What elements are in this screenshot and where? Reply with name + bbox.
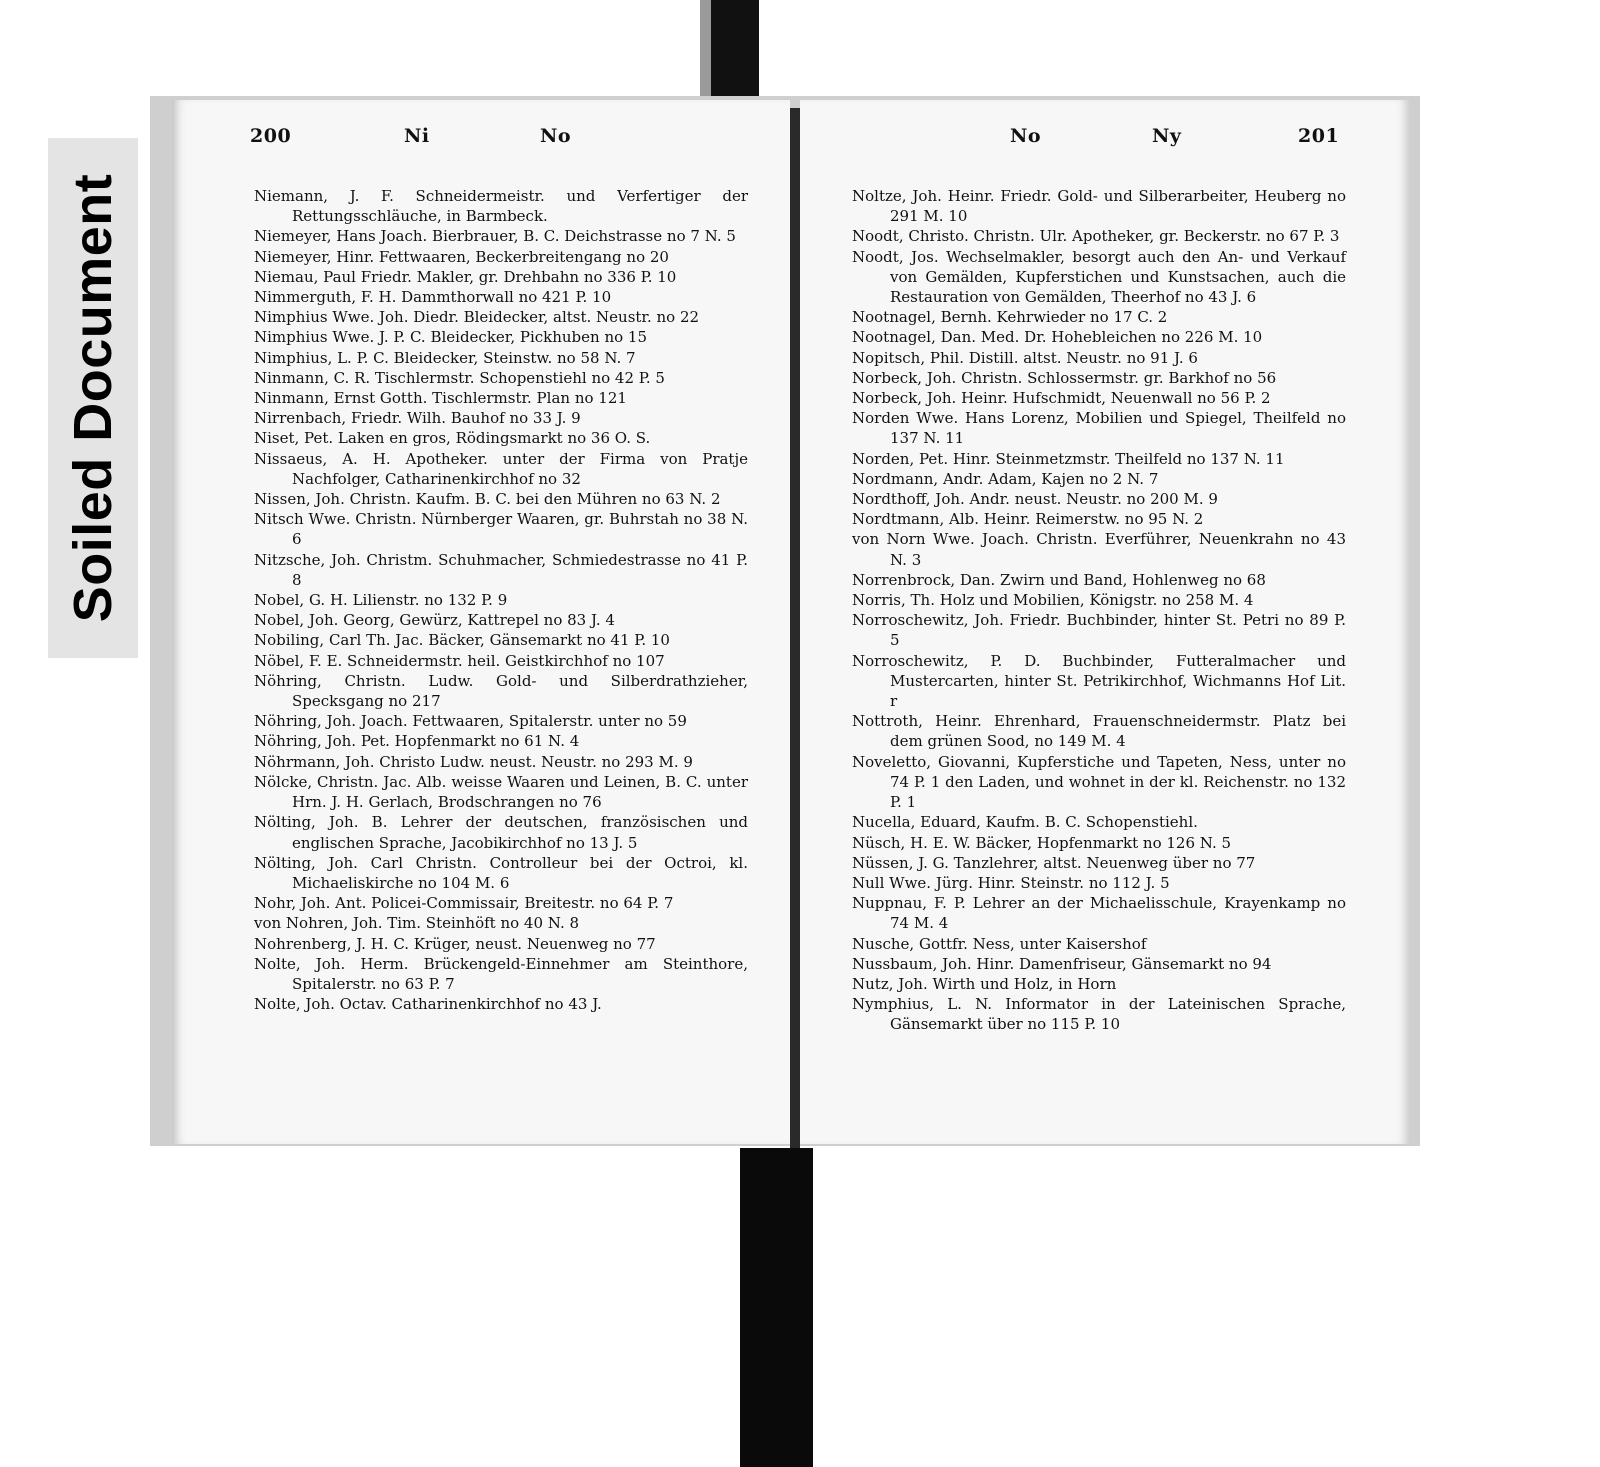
directory-entry: Niemeyer, Hinr. Fettwaaren, Beckerbreitengang no 20 bbox=[254, 247, 669, 266]
directory-entry: Nölting, Joh. B. Lehrer der deutschen, französischen und englischen Sprache, Jacobikirchhof no 13 J. 5 bbox=[254, 813, 748, 852]
directory-entry: von Nohren, Joh. Tim. Steinhöft no 40 N. 8 bbox=[254, 914, 580, 933]
directory-entry: Nutz, Joh. Wirth und Holz, in Horn bbox=[852, 974, 1117, 993]
directory-entry: Norbeck, Joh. Christn. Schlossermstr. gr. Barkhof no 56 bbox=[852, 368, 1277, 387]
directory-entry: Nootnagel, Bernh. Kehrwieder no 17 C. 2 bbox=[852, 308, 1168, 327]
directory-entry: Norrenbrock, Dan. Zwirn und Band, Hohlenweg no 68 bbox=[852, 570, 1266, 589]
directory-entry: Norroschewitz, P. D. Buchbinder, Futteralmacher und Mustercarten, hinter St. Petrikirchhof, Wichmanns Hof Lit. r bbox=[852, 651, 1346, 711]
directory-entry: Nöhring, Joh. Pet. Hopfenmarkt no 61 N. 4 bbox=[254, 732, 580, 751]
directory-entry: Nimmerguth, F. H. Dammthorwall no 421 P. 10 bbox=[254, 288, 612, 307]
left-entry-list bbox=[254, 186, 748, 1014]
binding-strip-bottom bbox=[740, 1148, 813, 1467]
directory-entry: Norbeck, Joh. Heinr. Hufschmidt, Neuenwall no 56 P. 2 bbox=[852, 389, 1271, 408]
directory-entry: Noltze, Joh. Heinr. Friedr. Gold- und Silberarbeiter, Heuberg no 291 M. 10 bbox=[852, 187, 1346, 226]
directory-entry: Nobiling, Carl Th. Jac. Bäcker, Gänsemarkt no 41 P. 10 bbox=[254, 631, 670, 650]
directory-entry: Nohr, Joh. Ant. Policei-Commissair, Breitestr. no 64 P. 7 bbox=[254, 894, 674, 913]
left-header-ni: Ni bbox=[404, 125, 430, 147]
directory-entry: Norden Wwe. Hans Lorenz, Mobilien und Spiegel, Theilfeld no 137 N. 11 bbox=[852, 409, 1346, 448]
directory-entry: Nöhring, Joh. Joach. Fettwaaren, Spitalerstr. unter no 59 bbox=[254, 712, 687, 731]
directory-entry: Nöhrmann, Joh. Christo Ludw. neust. Neustr. no 293 M. 9 bbox=[254, 752, 693, 771]
directory-entry: Null Wwe. Jürg. Hinr. Steinstr. no 112 J. 5 bbox=[852, 873, 1170, 892]
right-page bbox=[800, 100, 1410, 1144]
directory-entry: Nimphius Wwe. Joh. Diedr. Bleidecker, altst. Neustr. no 22 bbox=[254, 308, 700, 327]
directory-entry: Nimphius Wwe. J. P. C. Bleidecker, Pickhuben no 15 bbox=[254, 328, 648, 347]
directory-entry: Norris, Th. Holz und Mobilien, Königstr. no 258 M. 4 bbox=[852, 591, 1254, 610]
directory-entry: Nissen, Joh. Christn. Kaufm. B. C. bei den Mühren no 63 N. 2 bbox=[254, 490, 721, 509]
left-page bbox=[172, 100, 790, 1144]
binding-strip-top bbox=[711, 0, 759, 108]
directory-entry: Nolte, Joh. Octav. Catharinenkirchhof no 43 J. bbox=[254, 995, 602, 1014]
right-header-no: No bbox=[1010, 125, 1042, 147]
directory-entry: Norroschewitz, Joh. Friedr. Buchbinder, hinter St. Petri no 89 P. 5 bbox=[852, 611, 1346, 650]
soiled-document-text: Soiled Document bbox=[63, 173, 123, 623]
soiled-document-label bbox=[48, 138, 138, 658]
left-page-number: 200 bbox=[250, 125, 292, 147]
directory-entry: Nottroth, Heinr. Ehrenhard, Frauenschneidermstr. Platz bei dem grünen Sood, no 149 M. 4 bbox=[852, 712, 1346, 751]
directory-entry: Nölcke, Christn. Jac. Alb. weisse Waaren und Leinen, B. C. unter Hrn. J. H. Gerlach, Brodschrangen no 76 bbox=[254, 772, 748, 812]
directory-entry: Nüssen, J. G. Tanzlehrer, altst. Neuenweg über no 77 bbox=[852, 853, 1256, 872]
directory-entry: Niemeyer, Hans Joach. Bierbrauer, B. C. Deichstrasse no 7 N. 5 bbox=[254, 227, 736, 246]
directory-entry: Nussbaum, Joh. Hinr. Damenfriseur, Gänsemarkt no 94 bbox=[852, 954, 1272, 973]
directory-entry: Nootnagel, Dan. Med. Dr. Hohebleichen no 226 M. 10 bbox=[852, 328, 1263, 347]
directory-entry: Niemann, J. F. Schneidermeistr. und Verfertiger der Rettungsschläuche, in Barmbeck. bbox=[254, 187, 748, 226]
directory-entry: Ninmann, C. R. Tischlermstr. Schopenstiehl no 42 P. 5 bbox=[254, 368, 665, 387]
directory-entry: Nimphius, L. P. C. Bleidecker, Steinstw. no 58 N. 7 bbox=[254, 348, 636, 367]
directory-entry: Nopitsch, Phil. Distill. altst. Neustr. no 91 J. 6 bbox=[852, 348, 1198, 367]
directory-entry: Ninmann, Ernst Gotth. Tischlermstr. Plan no 121 bbox=[254, 389, 627, 408]
directory-entry: Nöbel, F. E. Schneidermstr. heil. Geistkirchhof no 107 bbox=[254, 651, 665, 670]
directory-entry: Nymphius, L. N. Informator in der Lateinischen Sprache, Gänsemarkt über no 115 P. 10 bbox=[852, 995, 1346, 1034]
directory-entry: Nüsch, H. E. W. Bäcker, Hopfenmarkt no 126 N. 5 bbox=[852, 833, 1232, 852]
book-gutter bbox=[790, 108, 800, 1148]
directory-entry: Nusche, Gottfr. Ness, unter Kaisershof bbox=[852, 934, 1147, 953]
directory-entry: Nordtmann, Alb. Heinr. Reimerstw. no 95 N. 2 bbox=[852, 510, 1204, 529]
directory-entry: Niset, Pet. Laken en gros, Rödingsmarkt no 36 O. S. bbox=[254, 429, 651, 448]
directory-entry: Nolte, Joh. Herm. Brückengeld-Einnehmer am Steinthore, Spitalerstr. no 63 P. 7 bbox=[254, 954, 748, 993]
directory-entry: Nissaeus, A. H. Apotheker. unter der Firma von Pratje Nachfolger, Catharinenkirchhof no 32 bbox=[254, 449, 748, 488]
binding-strip-top-edge bbox=[700, 0, 711, 108]
directory-entry: Nöhring, Christn. Ludw. Gold- und Silberdrathzieher, Specksgang no 217 bbox=[254, 671, 748, 711]
directory-entry: Noveletto, Giovanni, Kupferstiche und Tapeten, Ness, unter no 74 P. 1 den Laden, und wohnet in der kl. Reichenstr. no 132 P. 1 bbox=[852, 752, 1346, 812]
directory-entry: von Norn Wwe. Joach. Christn. Everführer, Neuenkrahn no 43 N. 3 bbox=[852, 530, 1346, 569]
directory-entry: Nuppnau, F. P. Lehrer an der Michaelisschule, Krayenkamp no 74 M. 4 bbox=[852, 894, 1346, 933]
directory-entry: Nobel, Joh. Georg, Gewürz, Kattrepel no 83 J. 4 bbox=[254, 611, 615, 630]
directory-entry: Nitzsche, Joh. Christm. Schuhmacher, Schmiedestrasse no 41 P. 8 bbox=[254, 550, 748, 589]
directory-entry: Nordmann, Andr. Adam, Kajen no 2 N. 7 bbox=[852, 469, 1159, 488]
right-header-ny: Ny bbox=[1152, 125, 1182, 147]
right-page-number: 201 bbox=[1298, 125, 1340, 147]
directory-entry: Nucella, Eduard, Kaufm. B. C. Schopenstiehl. bbox=[852, 813, 1198, 832]
directory-entry: Nordthoff, Joh. Andr. neust. Neustr. no 200 M. 9 bbox=[852, 490, 1218, 509]
directory-entry: Norden, Pet. Hinr. Steinmetzmstr. Theilfeld no 137 N. 11 bbox=[852, 449, 1285, 468]
directory-entry: Nohrenberg, J. H. C. Krüger, neust. Neuenweg no 77 bbox=[254, 934, 656, 953]
directory-entry: Noodt, Jos. Wechselmakler, besorgt auch den An- und Verkauf von Gemälden, Kupferstichen und Kunstsachen, auch die Restauration von Gemälden, Theerhof no 43 J. 6 bbox=[852, 247, 1346, 307]
left-header-no: No bbox=[540, 125, 572, 147]
right-entry-list bbox=[852, 186, 1346, 1035]
directory-entry: Noodt, Christo. Christn. Ulr. Apotheker, gr. Beckerstr. no 67 P. 3 bbox=[852, 227, 1340, 246]
directory-entry: Nobel, G. H. Lilienstr. no 132 P. 9 bbox=[254, 591, 508, 610]
directory-entry: Nitsch Wwe. Christn. Nürnberger Waaren, gr. Buhrstah no 38 N. 6 bbox=[254, 510, 748, 549]
directory-entry: Nirrenbach, Friedr. Wilh. Bauhof no 33 J. 9 bbox=[254, 409, 581, 428]
directory-entry: Nölting, Joh. Carl Christn. Controlleur bei der Octroi, kl. Michaeliskirche no 104 M. 6 bbox=[254, 853, 748, 892]
directory-entry: Niemau, Paul Friedr. Makler, gr. Drehbahn no 336 P. 10 bbox=[254, 267, 677, 286]
